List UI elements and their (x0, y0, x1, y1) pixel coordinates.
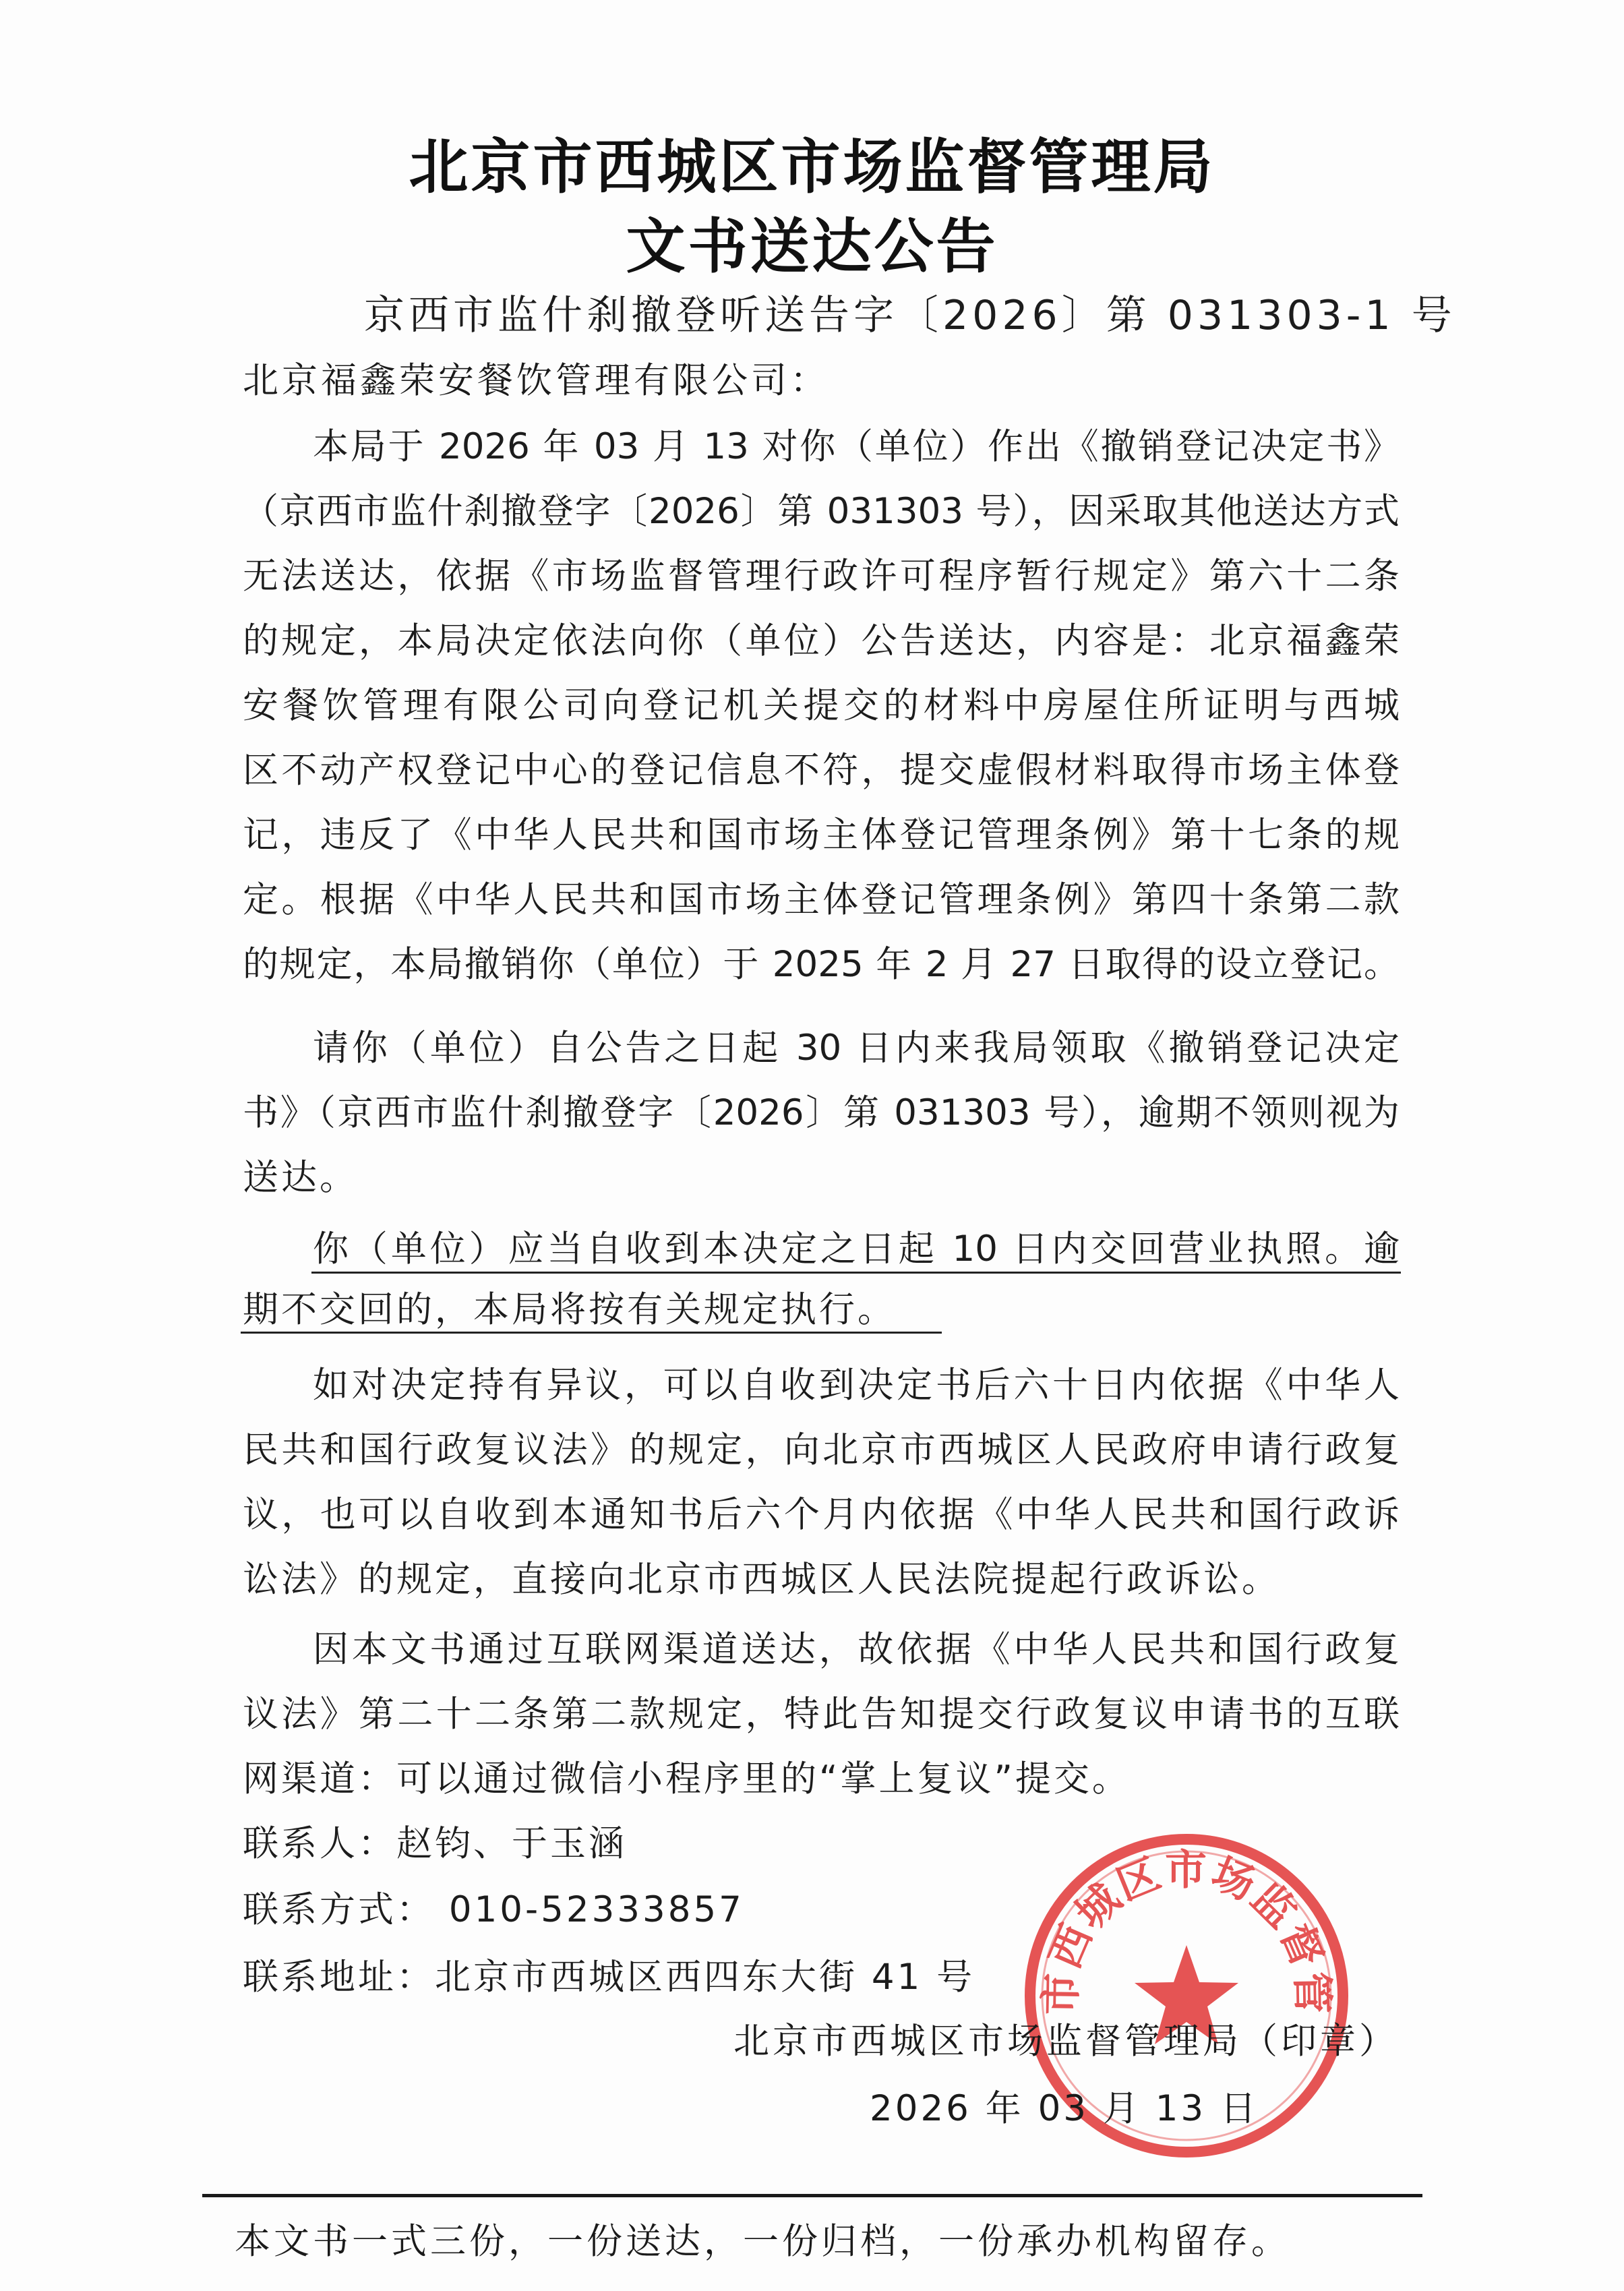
para2-line-3: 送达。 (243, 1157, 358, 1198)
para1-line-6: 区不动产权登记中心的登记信息不符，提交虚假材料取得市场主体登 (243, 750, 1400, 791)
para1-line-5: 安餐饮管理有限公司向登记机关提交的材料中房屋住所证明与西城 (243, 685, 1400, 726)
para1-line-7: 记，违反了《中华人民共和国市场主体登记管理条例》第十七条的规 (243, 814, 1400, 856)
para1-line-3: 无法送达，依据《市场监督管理行政许可程序暂行规定》第六十二条 (243, 556, 1400, 597)
contact-phone: 联系方式： 010-52333857 (243, 1889, 744, 1930)
para1-line-9: 的规定，本局撤销你（单位）于 2025 年 2 月 27 日取得的设立登记。 (243, 944, 1400, 985)
issue-date: 2026 年 03 月 13 日 (870, 2088, 1259, 2129)
addressee: 北京福鑫荣安餐饮管理有限公司： (243, 360, 829, 401)
para4-line-2: 民共和国行政复议法》的规定，向北京市西城区人民政府申请行政复 (243, 1429, 1400, 1470)
para1-line-1: 本局于 2026 年 03 月 13 对你（单位）作出《撤销登记决定书》 (313, 426, 1400, 467)
underline (241, 1332, 942, 1334)
footer-divider (202, 2194, 1422, 2197)
document-number: 京西市监什刹撤登听送告字〔2026〕第 031303-1 号 (364, 292, 1456, 339)
para1-line-4: 的规定，本局决定依法向你（单位）公告送达，内容是：北京福鑫荣 (243, 620, 1400, 661)
para1-line-8: 定。根据《中华人民共和国市场主体登记管理条例》第四十条第二款 (243, 879, 1400, 920)
contact-person: 联系人：赵钧、于玉涵 (243, 1823, 627, 1864)
issuer: 北京市西城区市场监督管理局（印章） (733, 2021, 1398, 2062)
document-subtitle: 文书送达公告 (626, 211, 998, 281)
svg-text:北京市西城区市场监督管理局: 市西城区市场监督管 (1035, 1845, 1337, 2016)
para4-line-3: 议，也可以自收到本通知书后六个月内依据《中华人民共和国行政诉 (243, 1494, 1400, 1535)
document-title: 北京市西城区市场监督管理局 (409, 131, 1215, 202)
para2-line-2: 书》（京西市监什刹撤登字〔2026〕第 031303 号），逾期不领则视为 (243, 1092, 1400, 1133)
para4-line-1: 如对决定持有异议，可以自收到决定书后六十日内依据《中华人 (313, 1365, 1400, 1406)
contact-address: 联系地址：北京市西城区西四东大街 41 号 (243, 1957, 975, 1998)
footer-note: 本文书一式三份，一份送达，一份归档，一份承办机构留存。 (235, 2221, 1290, 2262)
para2-line-1: 请你（单位）自公告之日起 30 日内来我局领取《撤销登记决定 (313, 1028, 1400, 1069)
para5-line-2: 议法》第二十二条第二款规定，特此告知提交行政复议申请书的互联 (243, 1694, 1400, 1735)
para5-line-1: 因本文书通过互联网渠道送达，故依据《中华人民共和国行政复 (313, 1629, 1400, 1670)
para1-line-2: （京西市监什刹撤登字〔2026〕第 031303 号），因采取其他送达方式 (243, 491, 1400, 532)
para5-line-3: 网渠道：可以通过微信小程序里的“掌上复议”提交。 (243, 1758, 1131, 1799)
para4-line-4: 讼法》的规定，直接向北京市西城区人民法院提起行政诉讼。 (243, 1559, 1280, 1600)
para3-line-2: 期不交回的，本局将按有关规定执行。 (243, 1289, 896, 1330)
para3-line-1: 你（单位）应当自收到本决定之日起 10 日内交回营业执照。逾 (313, 1228, 1400, 1270)
underline (311, 1272, 1401, 1274)
